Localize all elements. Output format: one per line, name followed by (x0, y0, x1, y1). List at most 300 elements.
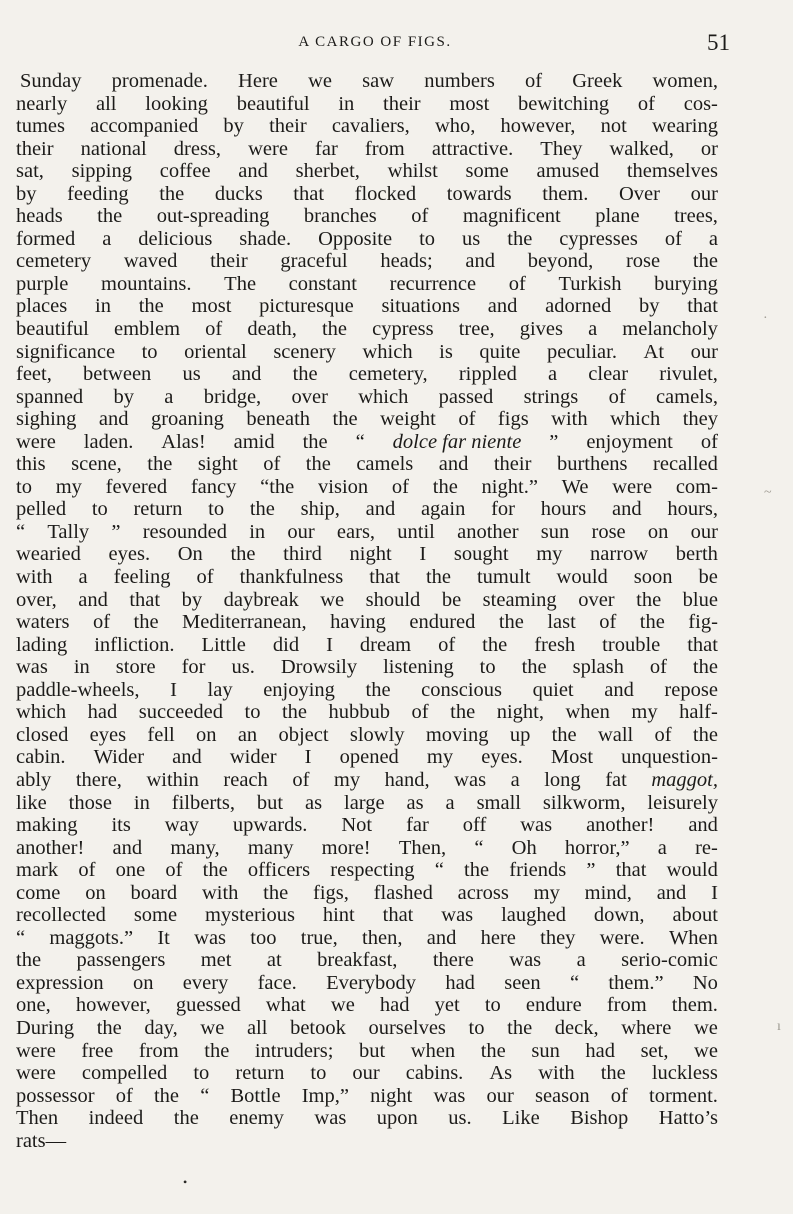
word: figs (497, 408, 529, 431)
text-line (16, 295, 718, 318)
text-line (16, 93, 718, 116)
word: Wider (93, 746, 145, 769)
word: one, (16, 994, 51, 1017)
word: last (547, 611, 576, 634)
word: large (344, 791, 385, 814)
word: enjoyment (586, 430, 673, 453)
word: on (132, 971, 154, 994)
word: feeling (113, 566, 171, 589)
word: respecting (330, 859, 415, 882)
word: dream (359, 633, 412, 656)
word: that (687, 295, 718, 318)
word: filberts, (171, 791, 235, 814)
word: I (304, 746, 312, 769)
word: a (657, 836, 667, 859)
word: breakfast, (317, 949, 398, 972)
word: and (487, 295, 518, 318)
text-line (16, 656, 718, 679)
text-line (16, 543, 718, 566)
word: to (91, 498, 108, 521)
word: fevered (105, 475, 168, 498)
word: When (668, 926, 718, 949)
word: of (196, 566, 214, 589)
word: is (439, 340, 453, 363)
word: Tally (47, 520, 90, 543)
word: their (383, 92, 421, 115)
word: camels (356, 453, 414, 476)
word: of (608, 385, 626, 408)
word: guessed (175, 994, 241, 1017)
word: by (223, 115, 244, 138)
word: national (80, 137, 147, 160)
word: cypresses (559, 227, 638, 250)
word: to (310, 1062, 327, 1085)
word: were (612, 475, 653, 498)
word: dress, (173, 137, 222, 160)
word: of (599, 611, 617, 634)
word: hubbub (328, 701, 391, 724)
margin-mark: ı (777, 1019, 781, 1034)
word: on (196, 723, 217, 746)
word: branches (303, 205, 377, 228)
word: the (305, 453, 331, 476)
word: the (521, 656, 547, 679)
word: clear (588, 363, 629, 386)
word: night (370, 1084, 413, 1107)
word: from (364, 137, 405, 160)
word: the (204, 1039, 230, 1062)
word: Then, (398, 836, 447, 859)
word: waters (16, 611, 70, 634)
word: a (102, 227, 112, 250)
word: com- (675, 475, 718, 498)
word: should (365, 588, 421, 611)
word: us (182, 363, 201, 386)
word: “ (474, 836, 484, 859)
word: the (551, 723, 577, 746)
word: mind, (584, 881, 632, 904)
page-header (20, 30, 730, 54)
word: indeed (88, 1107, 144, 1130)
word: were (16, 430, 56, 453)
word: hours (540, 498, 587, 521)
word: small (476, 791, 521, 814)
word: like (16, 791, 47, 814)
word: heads; (380, 250, 433, 273)
word: ably (16, 768, 52, 791)
word: cos- (683, 92, 718, 115)
word: the (147, 453, 173, 476)
word: yet (434, 994, 460, 1017)
word: narrow (590, 543, 649, 566)
word: I (711, 881, 718, 904)
word: trouble (602, 633, 661, 656)
word: Sunday (20, 70, 82, 92)
word: and (112, 836, 143, 859)
word: in (338, 92, 355, 115)
word: coffee (159, 160, 211, 183)
word: Drowsily (280, 656, 358, 679)
word: their (269, 115, 307, 138)
word: Like (502, 1107, 540, 1130)
word: to (419, 227, 436, 250)
word: that (687, 633, 718, 656)
word: the (332, 408, 358, 431)
word: weight (380, 408, 436, 431)
word: scenery (273, 340, 336, 363)
word: waved (123, 250, 178, 273)
word: and (438, 453, 469, 476)
text-line (16, 859, 718, 882)
word: It (157, 926, 170, 949)
word: trees, (674, 205, 718, 228)
word: unquestion- (621, 746, 718, 769)
word: “ (569, 971, 580, 994)
word: we (694, 1039, 718, 1062)
word: and (688, 814, 718, 837)
word: “ (16, 520, 26, 543)
text-line (16, 115, 718, 138)
word: ” (586, 859, 596, 882)
word: burthens (556, 453, 628, 476)
text-line (16, 814, 718, 837)
text-line (16, 611, 718, 634)
word: its (111, 814, 131, 837)
word: they (682, 408, 718, 431)
word: met (200, 949, 232, 972)
word: the (365, 678, 391, 701)
word: intruders; (254, 1039, 334, 1062)
word: of (508, 272, 526, 295)
word: store (115, 656, 156, 679)
word: strings (523, 385, 579, 408)
word: splash (572, 656, 624, 679)
word: of (165, 859, 183, 882)
word: of (205, 318, 223, 341)
word: their (493, 453, 532, 476)
word: with (551, 408, 588, 431)
word: having (330, 611, 386, 634)
word: closed (16, 723, 69, 746)
word: of (115, 1084, 133, 1107)
word: about (672, 904, 718, 927)
word: were (16, 1039, 56, 1062)
word: groaning (150, 408, 224, 431)
word: another (457, 520, 519, 543)
word: a (164, 385, 174, 408)
text-line (16, 724, 718, 747)
word: We (561, 475, 589, 498)
word: and (365, 498, 396, 521)
word: by (16, 182, 37, 205)
word: steaming (482, 588, 557, 611)
word: magnificent (462, 205, 561, 228)
text-line (16, 431, 718, 454)
word: beneath (246, 408, 311, 431)
word: gives (519, 318, 563, 341)
word: on (647, 520, 669, 543)
word: and (238, 160, 268, 183)
word: tumult (476, 566, 531, 589)
word: beyond, (527, 250, 594, 273)
word: of (438, 633, 456, 656)
word: out-spreading (156, 205, 270, 228)
word: the (292, 363, 318, 386)
word: the (153, 1084, 180, 1107)
word: sun (540, 520, 570, 543)
word: when (410, 1039, 456, 1062)
word: eyes. (108, 543, 151, 566)
word: we (330, 994, 355, 1017)
word: Turkish (558, 272, 622, 295)
word: which (610, 408, 661, 431)
word: themselves (626, 160, 718, 183)
word: we (308, 70, 332, 92)
word: a (576, 949, 586, 972)
word: as (305, 791, 323, 814)
word: which (362, 340, 413, 363)
word: deck, (554, 1016, 599, 1039)
text-line (16, 994, 718, 1017)
word: rippled (458, 363, 517, 386)
text-line (16, 837, 718, 860)
word: moving (425, 723, 489, 746)
word: situations (381, 295, 461, 318)
word: “ (434, 859, 444, 882)
text-line (16, 228, 718, 251)
word: cabin. (16, 746, 66, 769)
word: During (16, 1016, 75, 1039)
word: of (411, 701, 429, 724)
word: that (293, 182, 325, 205)
word: figs, (313, 881, 349, 904)
word: the (202, 859, 228, 882)
word: my (533, 881, 560, 904)
word: and (172, 746, 202, 769)
word: Bottle (230, 1084, 281, 1107)
word: graceful (280, 250, 348, 273)
word: but (359, 1039, 386, 1062)
word: when (565, 701, 610, 724)
word: leisurely (647, 791, 718, 814)
word: most (191, 295, 232, 318)
word: a (708, 227, 718, 250)
word: wearied (16, 543, 81, 566)
word: silkworm, (542, 791, 626, 814)
running-head: A CARGO OF FIGS. (298, 34, 452, 50)
word: to (244, 701, 261, 724)
word: Greek (572, 70, 623, 92)
word: was (194, 926, 227, 949)
margin-mark: • (183, 1175, 188, 1189)
word: On (177, 543, 203, 566)
word: At (643, 340, 665, 363)
word: repose (664, 678, 718, 701)
word: to (16, 475, 32, 498)
word: some (465, 160, 509, 183)
text-line (16, 949, 718, 972)
word: in (73, 656, 90, 679)
word: fig- (688, 611, 718, 634)
word: my (333, 768, 361, 791)
word: ship, (300, 498, 340, 521)
word: saw (362, 70, 395, 92)
word: to (479, 656, 496, 679)
word: half- (679, 701, 718, 724)
word: Opposite (318, 227, 393, 250)
word: board (130, 881, 178, 904)
word: succeeded (138, 701, 223, 724)
word: I (326, 633, 333, 656)
word: to (484, 994, 501, 1017)
word: had (87, 701, 118, 724)
word: burying (654, 272, 718, 295)
word: the (636, 588, 662, 611)
text-line (16, 566, 718, 589)
word: laden. (83, 430, 134, 453)
word: a (445, 791, 455, 814)
word: nearly (16, 92, 68, 115)
text-line (16, 363, 718, 386)
text-line (16, 205, 718, 228)
word: spanned (16, 385, 84, 408)
word: horror,” (564, 836, 630, 859)
word: beautiful (236, 92, 310, 115)
word: return (235, 1062, 285, 1085)
word: night.” (481, 475, 538, 498)
word: the (692, 656, 718, 679)
word: the (639, 611, 665, 634)
word: heads (16, 205, 63, 228)
word: of (92, 611, 111, 634)
word: with (16, 566, 53, 589)
word: friends (509, 859, 567, 882)
word: wider (229, 746, 277, 769)
word: another! (586, 814, 655, 837)
word: some (133, 904, 178, 927)
word: ducks (214, 182, 263, 205)
word: the (507, 227, 533, 250)
word: seen (504, 971, 541, 994)
word: with (538, 1062, 575, 1085)
word: be (698, 566, 718, 589)
word: them.” (608, 971, 664, 994)
word: what (265, 994, 306, 1017)
word: berth (675, 543, 718, 566)
word: hint (322, 904, 355, 927)
word: far (315, 137, 338, 160)
word: fancy (190, 475, 237, 498)
word: night (349, 543, 392, 566)
word: conscious (421, 678, 503, 701)
word: sat, (16, 160, 44, 183)
word: beautiful (16, 318, 89, 341)
word: Everybody (326, 971, 417, 994)
word: and (611, 498, 642, 521)
text-line (16, 634, 718, 657)
word: Imp,” (301, 1084, 349, 1107)
word: free (81, 1039, 114, 1062)
word: expression (16, 971, 104, 994)
word: oriental (184, 340, 247, 363)
word: wearing (651, 115, 718, 138)
word: flocked (354, 182, 417, 205)
word: Here (238, 70, 278, 92)
word: laughed (501, 904, 566, 927)
word: emblem (113, 318, 181, 341)
word: or (700, 137, 718, 160)
text-line (16, 589, 718, 612)
word: the (230, 543, 256, 566)
word: their (16, 137, 54, 160)
word: our (690, 182, 718, 205)
text-line (16, 1062, 718, 1085)
word: of (664, 227, 682, 250)
text-line (16, 1107, 718, 1130)
word: which (16, 701, 67, 724)
word: my (55, 475, 82, 498)
word: the (692, 250, 718, 273)
word: paddle-wheels, (16, 678, 140, 701)
word: there, (75, 768, 122, 791)
word: women, (652, 70, 718, 92)
word: by (638, 295, 660, 318)
word: sight (197, 453, 238, 476)
text-line (16, 273, 718, 296)
word: tree, (458, 318, 495, 341)
word: making (16, 814, 78, 837)
text-line (16, 792, 718, 815)
word: recalled (653, 453, 718, 476)
word: bewitching (518, 92, 610, 115)
word: ” (111, 520, 121, 543)
word: rose (591, 520, 626, 543)
word: was (520, 814, 553, 837)
margin-mark: ~ (764, 485, 772, 500)
word: long (544, 768, 581, 791)
word: the (692, 723, 718, 746)
body-text (16, 70, 718, 1152)
word: the (249, 498, 275, 521)
word: that (382, 904, 414, 927)
word: a (510, 768, 520, 791)
word: the (482, 633, 508, 656)
word: too (250, 926, 277, 949)
word: slowly (349, 723, 405, 746)
word: cabins. (405, 1062, 464, 1085)
word: cemetery (16, 250, 92, 273)
word: many (247, 836, 294, 859)
word: had (585, 1039, 615, 1062)
word: passengers (76, 949, 166, 972)
word: and (78, 588, 108, 611)
word: luckless (651, 1062, 718, 1085)
word: No (692, 971, 718, 994)
word: we (693, 1016, 718, 1039)
word: Most (550, 746, 594, 769)
word: had (445, 971, 475, 994)
word: most (449, 92, 490, 115)
word: by (113, 385, 134, 408)
text-line (16, 453, 718, 476)
word: thankfulness (239, 566, 344, 589)
text-line (16, 1017, 718, 1040)
word: walked, (609, 137, 674, 160)
word: of (78, 859, 96, 882)
word: night, (496, 701, 544, 724)
word: of (649, 656, 667, 679)
word: whilst (387, 160, 438, 183)
